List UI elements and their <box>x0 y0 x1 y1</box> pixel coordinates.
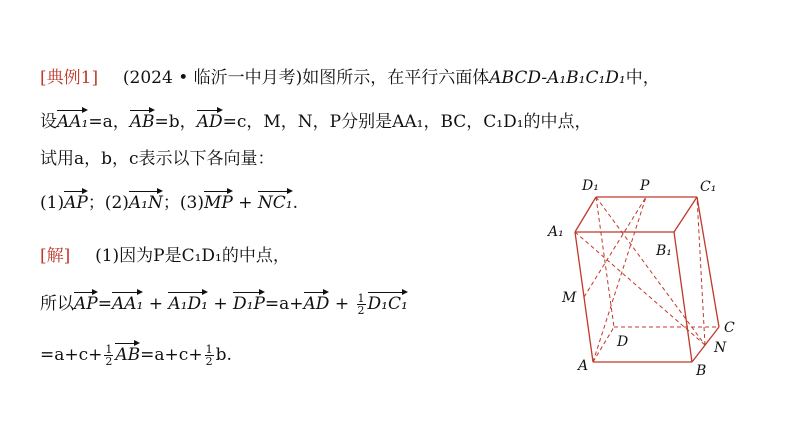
segment-D1-N <box>596 197 705 345</box>
problem-source: (2024 • 临沂一中月考) <box>122 68 303 88</box>
label-B: B <box>696 363 707 379</box>
eq-a-plus: =a+ <box>264 294 304 314</box>
label-D: D <box>617 334 629 350</box>
example-tag: [典例1] <box>40 68 99 88</box>
label-A: A <box>578 358 589 374</box>
midpoints-text: M，N，P分别是AA₁，BC，C₁D₁的中点， <box>263 112 592 132</box>
edge-B1-B <box>674 232 692 362</box>
parallelepiped-name: ABCD-A₁B₁C₁D₁ <box>489 68 626 88</box>
item1-label: (1) <box>40 193 65 213</box>
eq-c: =c， <box>222 112 264 132</box>
label-P: P <box>640 178 650 194</box>
line3-start: =a+c+ <box>40 345 103 365</box>
fraction-half-3 <box>205 344 214 367</box>
solution-intro: (1)因为P是C₁D₁的中点， <box>95 246 290 266</box>
hidden-edges <box>575 197 719 362</box>
edge-D1-D <box>596 197 614 327</box>
edge-A-D <box>593 327 614 362</box>
eq-a: =a， <box>88 112 130 132</box>
instruction: 试用a，b，c表示以下各向量： <box>40 149 275 169</box>
vector-AB-sol: AB <box>115 341 140 367</box>
line3-end: b. <box>215 345 232 365</box>
fraction-num-2: 1 <box>105 343 113 356</box>
vector-A1N: A₁N <box>129 189 163 215</box>
problem-line-3 <box>40 147 275 171</box>
vector-AA1: AA₁ <box>57 108 88 134</box>
vertex-labels <box>546 178 735 379</box>
parallelepiped-figure <box>540 170 780 385</box>
problem-intro-end: 中， <box>625 68 660 88</box>
fraction-den: 2 <box>357 304 365 317</box>
eq-b: =b， <box>154 112 197 132</box>
solution-line-2 <box>40 290 408 316</box>
label-M: M <box>562 290 577 306</box>
plus-1: + <box>143 294 169 314</box>
equals: = <box>97 294 112 314</box>
vector-MP: MP <box>204 189 233 215</box>
fraction-den-2: 2 <box>105 355 113 368</box>
fraction-half <box>357 293 366 316</box>
vector-NC1: NC₁ <box>258 189 293 215</box>
fraction-num-3: 1 <box>205 343 213 356</box>
problem-line-2 <box>40 108 592 134</box>
solution-line-3 <box>40 341 232 367</box>
vector-D1P: D₁P <box>233 290 265 316</box>
solution-line-1 <box>40 244 290 268</box>
plus-sign: + <box>232 193 258 213</box>
period: . <box>292 193 298 213</box>
fraction-num: 1 <box>357 292 365 305</box>
edge-A1-D1 <box>575 197 596 232</box>
vector-AA1-sol: AA₁ <box>112 290 143 316</box>
set-word: 设 <box>40 112 57 132</box>
so-word: 所以 <box>40 294 74 314</box>
label-C1: C₁ <box>700 179 717 195</box>
problem-intro: 如图所示，在平行六面体 <box>302 68 490 88</box>
segment-A1-N <box>575 232 705 345</box>
solution-tag: [解] <box>40 246 71 266</box>
plus-2: + <box>207 294 234 314</box>
item2-label: ；(2) <box>87 193 129 213</box>
solid-edges <box>575 197 719 362</box>
edge-C1-C <box>697 197 719 327</box>
problem-line-1 <box>40 66 660 90</box>
vector-AD-sol: AD <box>304 290 330 316</box>
label-B1: B₁ <box>656 243 672 259</box>
vector-AP: AP <box>64 189 88 215</box>
line3-mid: =a+c+ <box>140 345 203 365</box>
label-N: N <box>714 340 727 356</box>
vector-D1C1: D₁C₁ <box>368 290 408 316</box>
vector-AB: AB <box>130 108 155 134</box>
label-C: C <box>724 320 735 336</box>
vector-AD: AD <box>197 108 223 134</box>
segment-M-P <box>584 197 646 297</box>
edge-C1-B1 <box>674 197 697 232</box>
vector-A1D1: A₁D₁ <box>168 290 208 316</box>
label-A1: A₁ <box>548 224 564 240</box>
label-D1: D₁ <box>582 178 599 194</box>
vector-AP-sol: AP <box>74 290 98 316</box>
problem-line-4 <box>40 189 298 215</box>
fraction-den-3: 2 <box>205 355 213 368</box>
plus-3: + <box>329 294 355 314</box>
fraction-half-2 <box>104 344 113 367</box>
item3-label: ；(3) <box>162 193 204 213</box>
